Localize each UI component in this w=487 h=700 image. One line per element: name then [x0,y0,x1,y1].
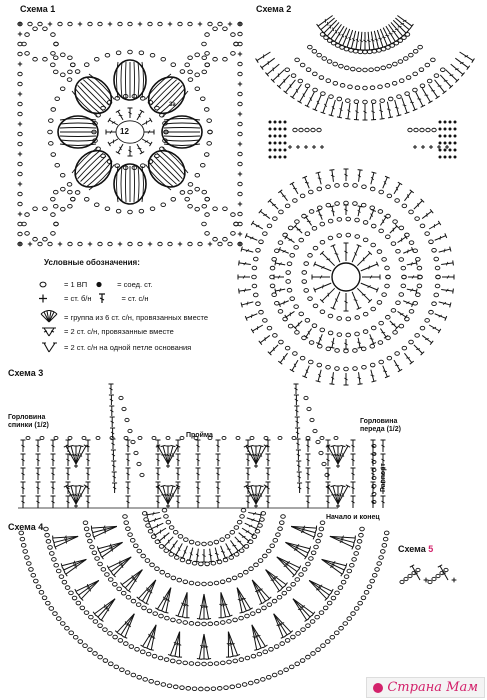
legend-cluster-text: = группа из 6 ст. с/н, провязанных вместе [64,312,209,322]
scheme-2-diagram [250,12,480,382]
start-end-label: Начало и конец [326,514,380,521]
scheme-5-prefix: Схема [398,544,429,554]
back-neck-line-1: Горловина [8,414,46,421]
front-neck-line-1: Горловина [360,418,398,425]
two-dc-together-icon [38,326,60,337]
scheme-4-title: Схема 4 [8,522,44,532]
two-dc-same-base-icon [38,342,60,353]
row-marker-3a: 3а [169,102,176,108]
watermark [366,677,485,698]
six-dc-cluster-icon [38,310,60,324]
repeat-label: Раппорт [380,463,387,492]
scheme-5-title [398,544,433,554]
legend-title: Условные обозначения: [44,258,140,267]
slip-stitch-icon [91,279,113,290]
legend-chain-text: = 1 ВП [64,280,88,289]
legend-row-2 [38,293,148,304]
watermark-text: Страна Мам [387,680,478,695]
scheme-5-diagram [398,558,468,588]
scheme-3-diagram [8,376,408,526]
legend-sc-text: = ст. б/н [64,294,92,303]
back-neck-label [8,414,49,430]
watermark-logo-icon [373,683,383,693]
armhole-label: Пройма [186,432,213,439]
legend-row-5 [38,342,191,353]
legend-2dc-base-text: = 2 ст. с/н на одной петле основания [64,343,192,352]
legend-slip-text: = соед. ст. [117,280,153,289]
legend-dc2tog-text: = 2 ст. с/н, провязанные вместе [64,327,174,336]
scheme-1-title: Схема 1 [20,4,56,14]
legend-row-3 [38,310,208,324]
scheme-4-diagram [14,534,394,694]
single-crochet-icon [38,293,60,304]
chain-stitch-icon [38,279,60,290]
scheme-3-title: Схема 3 [8,368,44,378]
center-number: 12 [120,127,129,136]
front-neck-line-2: переда (1/2) [360,426,401,433]
back-neck-line-2: спинки (1/2) [8,422,49,429]
double-crochet-icon [96,293,118,304]
scheme-1-motif [10,14,250,254]
front-neck-label [360,418,401,434]
scheme-2-title: Схема 2 [256,4,292,14]
legend-dc-text: = ст. с/н [121,294,149,303]
legend-row-1 [38,279,153,290]
legend-row-4 [38,326,174,337]
scheme-5-number: 5 [428,544,434,554]
